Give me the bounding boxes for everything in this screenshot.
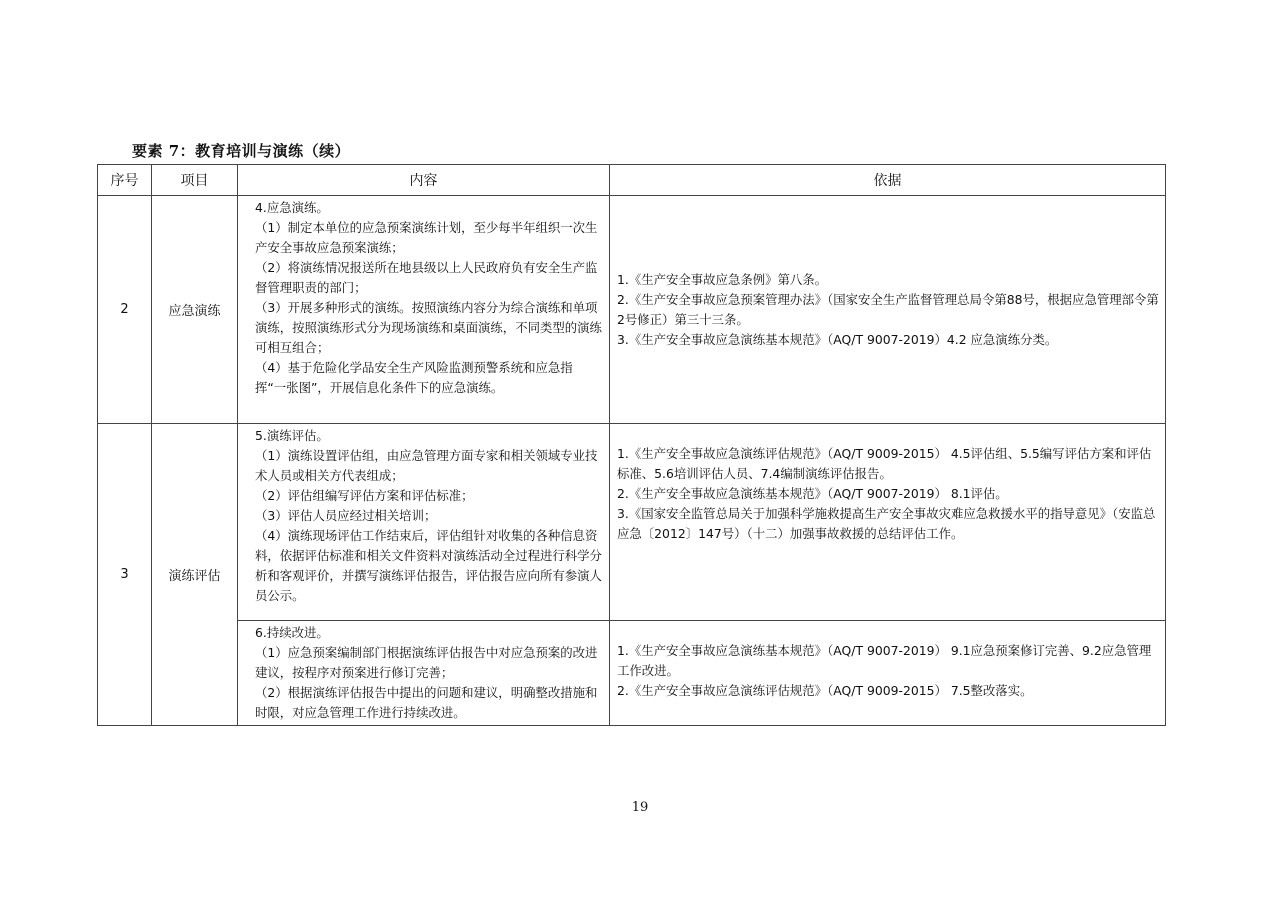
section-title: 要素 7：教育培训与演练（续） [132,142,351,160]
row-basis [610,621,1166,726]
basis-line: 2.《生产安全事故应急演练评估规范》（AQ/T 9009-2015） 7.5整改落实。 [617,683,1033,698]
header-basis: 依据 [610,165,1166,196]
page-number: 19 [631,800,649,815]
basis-line: 3.《生产安全事故应急演练基本规范》（AQ/T 9007-2019）4.2 应急演练分类。 [617,331,1058,347]
content-line: （3）评估人员应经过相关培训； [255,508,437,523]
header-content: 内容 [238,165,610,196]
basis-line: 1.《生产安全事故应急演练评估规范》（AQ/T 9009-2015） 4.5评估组、5.5编写评估方案和评估标准、5.6培训评估人员、7.4编制演练评估报告。 [617,446,1152,481]
content-line: （3）开展多种形式的演练。按照演练内容分为综合演练和单项演练，按照演练形式分为现场演练和桌面演练，不同类型的演练可相互组合； [255,300,602,355]
row-content [238,621,610,726]
row-content [238,424,610,621]
basis-line: 1.《生产安全事故应急条例》第八条。 [617,271,828,287]
table-row [98,621,1166,726]
content-line: （2）评估组编写评估方案和评估标准； [255,488,474,503]
row-content [238,196,610,424]
content-line: （2）将演练情况报送所在地县级以上人民政府负有安全生产监督管理职责的部门； [255,260,598,295]
requirements-table [97,164,1166,726]
table-row [98,196,1166,424]
content-line: 5.演练评估。 [255,428,329,443]
content-line: （1）制定本单位的应急预案演练计划，至少每半年组织一次生产安全事故应急预案演练； [255,220,598,255]
content-line: （2）根据演练评估报告中提出的问题和建议，明确整改措施和时限，对应急管理工作进行持续改进。 [255,685,598,720]
basis-line: 3.《国家安全监管总局关于加强科学施救提高生产安全事故灾难应急救援水平的指导意见》（安监总应急〔2012〕147号）（十二）加强事故救援的总结评估工作。 [617,506,1156,541]
basis-line: 2.《生产安全事故应急演练基本规范》（AQ/T 9007-2019） 8.1评估。 [617,486,1008,501]
basis-line: 2.《生产安全事故应急预案管理办法》（国家安全生产监督管理总局令第88号，根据应急管理部令第2号修正）第三十三条。 [617,291,1159,327]
content-line: （1）演练设置评估组，由应急管理方面专家和相关领域专业技术人员或相关方代表组成； [255,448,598,483]
row-basis [610,196,1166,424]
row-basis [610,424,1166,621]
table-header-row [98,165,1166,196]
row-seq: 3 [98,424,152,726]
row-seq: 2 [98,196,152,424]
content-line: （4）基于危险化学品安全生产风险监测预警系统和应急指挥“一张图”，开展信息化条件下的应急演练。 [255,360,573,395]
basis-line: 1.《生产安全事故应急演练基本规范》（AQ/T 9007-2019） 9.1应急预案修订完善、9.2应急管理工作改进。 [617,643,1152,678]
content-line: （1）应急预案编制部门根据演练评估报告中对应急预案的改进建议，按程序对预案进行修订完善； [255,645,598,680]
header-item: 项目 [152,165,238,196]
row-item: 应急演练 [152,196,238,424]
table-row [98,424,1166,621]
header-seq: 序号 [98,165,152,196]
content-line: 4.应急演练。 [255,200,329,215]
row-item: 演练评估 [152,424,238,726]
content-line: （4）演练现场评估工作结束后，评估组针对收集的各种信息资料，依据评估标准和相关文件资料对演练活动全过程进行科学分析和客观评价，并撰写演练评估报告，评估报告应向所有参演人员公示。 [255,528,602,603]
content-line: 6.持续改进。 [255,625,329,640]
